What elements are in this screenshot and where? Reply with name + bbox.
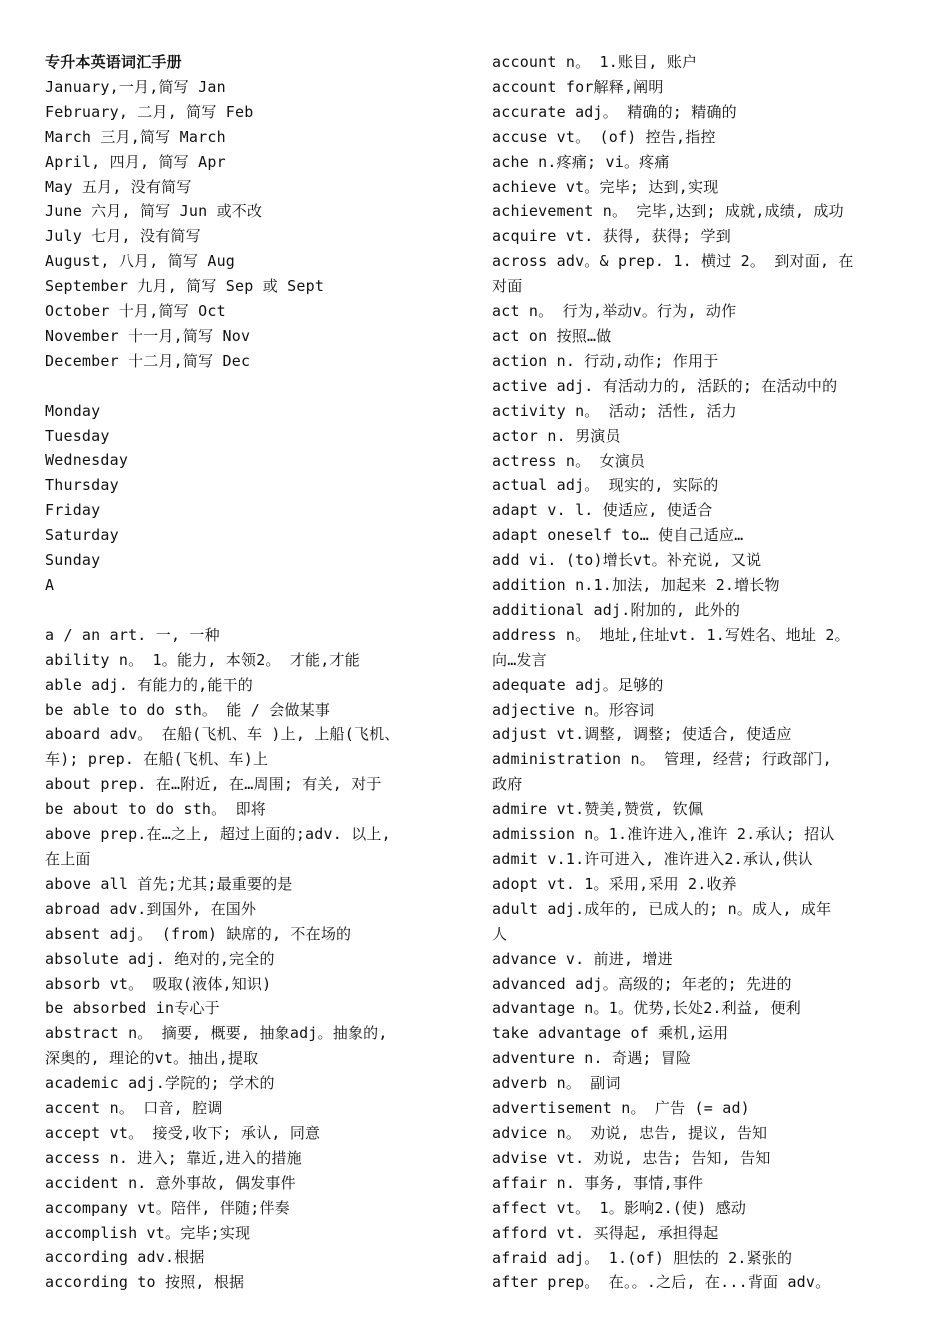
vocab-line: add vi. (to)增长vt。补充说, 又说 [492, 551, 762, 570]
vocab-line: action n. 行动,动作; 作用于 [492, 351, 719, 370]
vocab-line: be about to do sth。 即将 [45, 800, 266, 819]
vocab-line: Monday [45, 401, 101, 420]
vocab-line: aboard adv。 在船(飞机、车 )上, 上船(飞机、 [45, 725, 400, 744]
vocab-line: accident n. 意外事故, 偶发事件 [45, 1173, 296, 1192]
right-column [492, 50, 910, 1295]
vocab-line: Tuesday [45, 426, 110, 445]
vocab-line: adequate adj。足够的 [492, 675, 664, 694]
vocab-line: October 十月,简写 Oct [45, 302, 226, 321]
vocab-line: a / an art. 一, 一种 [45, 625, 220, 644]
vocab-line: August, 八月, 简写 Aug [45, 252, 236, 271]
vocab-line: act n。 行为,举动v。行为, 动作 [492, 302, 737, 321]
vocab-line: active adj. 有活动力的, 活跃的; 在活动中的 [492, 376, 838, 395]
vocab-line: absent adj。 (from) 缺席的, 不在场的 [45, 924, 352, 943]
vocab-line: 深奥的, 理论的vt。抽出,提取 [45, 1049, 259, 1068]
vocab-line: absolute adj. 绝对的,完全的 [45, 949, 275, 968]
vocab-line: affect vt。 1。影响2.(使) 感动 [492, 1198, 747, 1217]
vocab-line: acquire vt. 获得, 获得; 学到 [492, 227, 731, 246]
vocab-line: accomplish vt。完毕;实现 [45, 1223, 251, 1242]
blank-line [45, 598, 473, 623]
vocab-line: actual adj。 现实的, 实际的 [492, 476, 719, 495]
vocab-line: adjust vt.调整, 调整; 使适合, 使适应 [492, 725, 792, 744]
vocab-line: adventure n. 奇遇; 冒险 [492, 1049, 692, 1068]
vocab-line: 车); prep. 在船(飞机、车)上 [45, 750, 269, 769]
vocab-line: March 三月,简写 March [45, 127, 226, 146]
vocab-line: administration n。 管理, 经营; 行政部门, [492, 750, 832, 769]
vocab-line: abstract n。 摘要, 概要, 抽象adj。抽象的, [45, 1024, 388, 1043]
vocab-line: adverb n。 副词 [492, 1074, 621, 1093]
vocab-line: accurate adj。 精确的; 精确的 [492, 102, 737, 121]
vocab-line: 向…发言 [492, 650, 547, 669]
left-column [45, 50, 473, 1295]
vocab-line: activity n。 活动; 活性, 活力 [492, 401, 737, 420]
vocab-line: 在上面 [45, 849, 91, 868]
vocab-line: advertisement n。 广告 (= ad) [492, 1099, 750, 1118]
vocab-line: admission n。1.准许进入,准许 2.承认; 招认 [492, 825, 835, 844]
vocab-line: addition n.1.加法, 加起来 2.增长物 [492, 576, 780, 595]
vocab-line: absorb vt。 吸取(液体,知识) [45, 974, 272, 993]
vocab-line: adapt oneself to… 使自己适应… [492, 526, 744, 545]
vocab-line: accent n。 口音, 腔调 [45, 1099, 223, 1118]
vocab-line: Saturday [45, 526, 119, 545]
vocab-line: academic adj.学院的; 学术的 [45, 1074, 275, 1093]
vocab-line: May 五月, 没有简写 [45, 177, 192, 196]
vocab-line: January,一月,简写 Jan [45, 77, 226, 96]
vocab-line: advise vt. 劝说, 忠告; 告知, 告知 [492, 1148, 771, 1167]
vocab-line: after prep。 在。。.之后, 在...背面 adv。 [492, 1273, 831, 1292]
vocab-line: adapt v. l. 使适应, 使适合 [492, 501, 713, 520]
vocab-line: Wednesday [45, 451, 129, 470]
vocab-line: achievement n。 完毕,达到; 成就,成绩, 成功 [492, 202, 844, 221]
vocab-line: A [45, 576, 55, 595]
vocab-line: take advantage of 乘机,运用 [492, 1024, 729, 1043]
vocab-line: access n. 进入; 靠近,进入的措施 [45, 1148, 302, 1167]
vocab-line: April, 四月, 简写 Apr [45, 152, 226, 171]
vocab-line: June 六月, 简写 Jun 或不改 [45, 202, 263, 221]
vocab-line: adopt vt. 1。采用,采用 2.收养 [492, 874, 737, 893]
vocab-line: advice n。 劝说, 忠告, 提议, 告知 [492, 1123, 768, 1142]
vocab-line: Friday [45, 501, 101, 520]
vocab-line: be able to do sth。 能 / 会做某事 [45, 700, 331, 719]
vocab-line: 政府 [492, 775, 523, 794]
vocab-line: address n。 地址,住址vt. 1.写姓名、地址 2。 [492, 625, 850, 644]
vocab-line: act on 按照…做 [492, 326, 612, 345]
vocab-line: December 十二月,简写 Dec [45, 351, 251, 370]
vocab-line: accept vt。 接受,收下; 承认, 同意 [45, 1123, 321, 1142]
vocab-line: Thursday [45, 476, 119, 495]
vocab-line: according to 按照, 根据 [45, 1273, 245, 1292]
vocab-line: 对面 [492, 277, 523, 296]
vocab-line: across adv。& prep. 1. 横过 2。 到对面, 在 [492, 252, 854, 271]
vocab-line: achieve vt。完毕; 达到,实现 [492, 177, 719, 196]
vocab-line: affair n. 事务, 事情,事件 [492, 1173, 704, 1192]
vocab-line: actress n。 女演员 [492, 451, 646, 470]
vocab-line: July 七月, 没有简写 [45, 227, 201, 246]
vocab-line: admit v.1.许可进入, 准许进入2.承认,供认 [492, 850, 813, 868]
vocab-line: above all 首先;尤其;最重要的是 [45, 874, 293, 893]
vocab-line: account n。 1.账目, 账户 [492, 53, 698, 71]
vocab-line: abroad adv.到国外, 在国外 [45, 899, 257, 918]
vocab-line: admire vt.赞美,赞赏, 钦佩 [492, 800, 704, 819]
vocab-line: February, 二月, 简写 Feb [45, 102, 254, 121]
vocab-line: advanced adj。高级的; 年老的; 先进的 [492, 974, 792, 993]
vocab-line: accompany vt。陪伴, 伴随;伴奏 [45, 1198, 290, 1217]
vocab-line: Sunday [45, 551, 101, 570]
vocab-line: 人 [492, 924, 508, 943]
vocab-line: afford vt. 买得起, 承担得起 [492, 1223, 719, 1242]
vocab-line: above prep.在…之上, 超过上面的;adv. 以上, [45, 825, 391, 844]
vocab-line: accuse vt。 (of) 控告,指控 [492, 127, 716, 146]
vocab-line: actor n. 男演员 [492, 426, 621, 445]
vocab-line: account for解释,阐明 [492, 77, 664, 96]
vocab-line: ache n.疼痛; vi。疼痛 [492, 152, 670, 171]
vocab-line: September 九月, 简写 Sep 或 Sept [45, 277, 325, 296]
vocab-line: adjective n。形容词 [492, 700, 655, 719]
vocab-line: adult adj.成年的, 已成人的; n。成人, 成年 [492, 899, 832, 918]
vocab-line: about prep. 在…附近, 在…周围; 有关, 对于 [45, 775, 382, 794]
vocab-line: advance v. 前进, 增进 [492, 949, 673, 968]
vocab-line: be absorbed in专心于 [45, 999, 220, 1018]
vocab-line: afraid adj。 1.(of) 胆怯的 2.紧张的 [492, 1248, 793, 1267]
vocab-line: additional adj.附加的, 此外的 [492, 600, 741, 619]
vocab-line: November 十一月,简写 Nov [45, 326, 251, 345]
vocab-line: ability n。 1。能力, 本领2。 才能,才能 [45, 650, 360, 669]
document-title: 专升本英语词汇手册 [45, 53, 182, 71]
blank-line [45, 374, 473, 399]
vocab-line: advantage n。1。优势,长处2.利益, 便利 [492, 999, 801, 1018]
vocab-line: able adj. 有能力的,能干的 [45, 675, 253, 694]
vocab-line: according adv.根据 [45, 1248, 205, 1267]
